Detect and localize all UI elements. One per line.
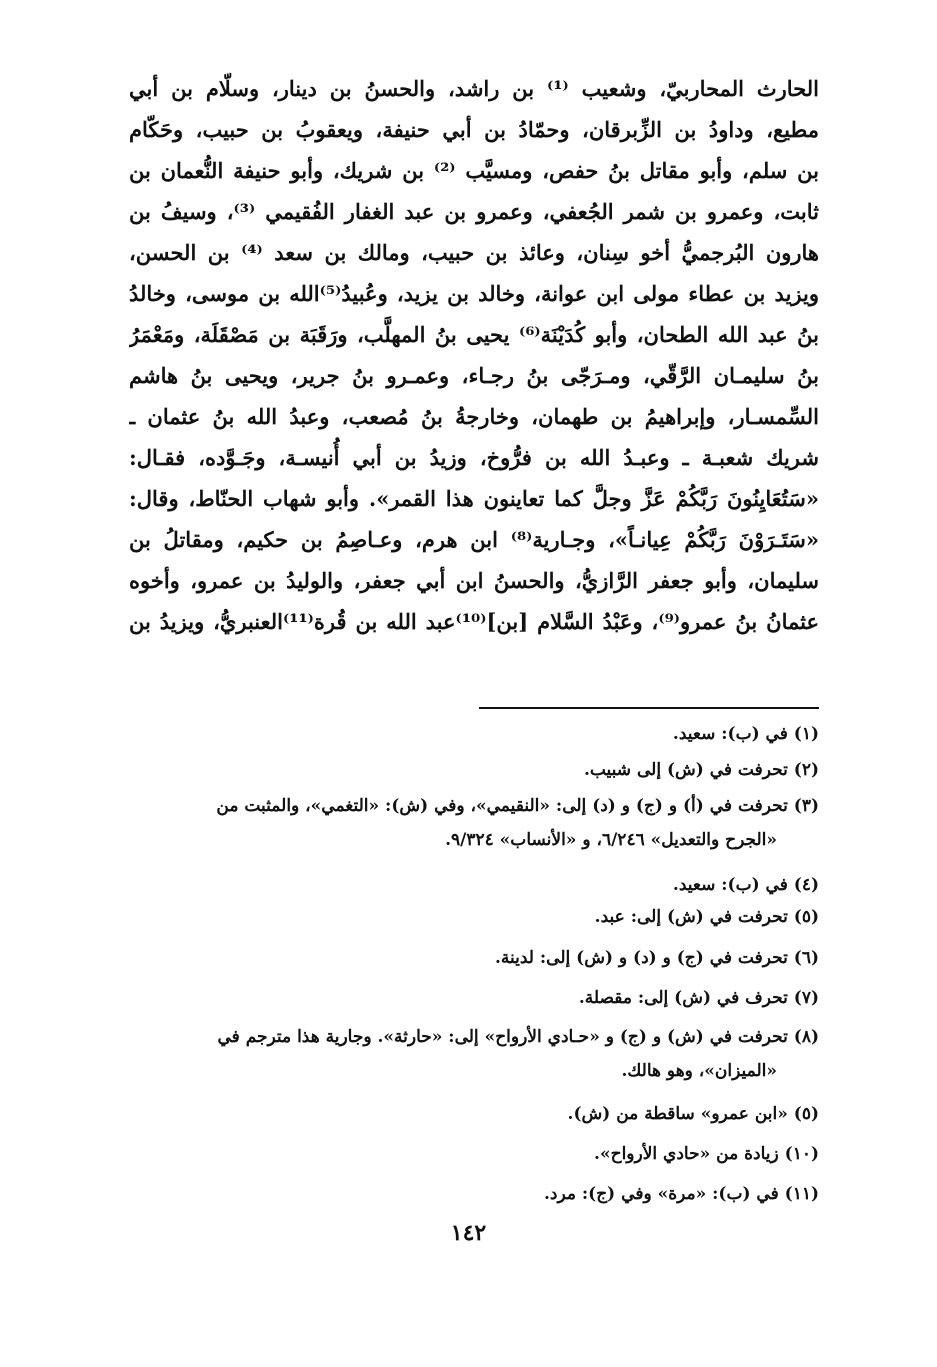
text-line: الحارث المحاربيّ، وشعيب ⁽¹⁾ بن راشد، والحسنُ بن دينار، وسلّام بن أبي: [129, 76, 819, 101]
main-text: [129, 68, 819, 642]
footnote-8: [129, 1020, 819, 1088]
text-line: هارون البُرجميُّ أخو سِنان، وعائذ بن حبيب، ومالك بن سعد ⁽⁴⁾ بن الحسن،: [129, 240, 819, 265]
text-line: ثابت، وعمرو بن شمر الجُعفي، وعمرو بن عبد الغفار الفُقيمي ⁽³⁾، وسيفُ بن: [129, 199, 819, 224]
footnote-separator: [479, 707, 819, 709]
footnote-line: (٧) تحرف في (ش) إلى: مقصلة.: [578, 988, 819, 1008]
footnote-line: (١١) في (ب): «مرة» وفي (ج): مرد.: [544, 1184, 819, 1204]
footnote-1: [129, 717, 819, 751]
footnote-line: «الجرح والتعديل» ٦/٢٤٦، و «الأنساب» ٩/٣٢٤.: [445, 830, 777, 850]
text-line: ويزيد بن عطاء مولى ابن عوانة، وخالد بن يزيد، وعُبيدُ⁽⁵⁾الله بن موسى، وخالدُ: [129, 281, 819, 306]
footnote-line: «الميزان»، وهو هالك.: [621, 1061, 777, 1081]
footnote-2: [129, 753, 819, 787]
footnote-line: (٥) «ابن عمرو» ساقطة من (ش).: [567, 1104, 819, 1124]
text-line: عثمانُ بنُ عمرو⁽⁹⁾، وعَبْدُ السَّلام [بن]⁽¹⁰⁾عبد الله بن قُرة⁽¹¹⁾العنبريُّ، ويزيدُ بن: [129, 609, 819, 634]
text-line: «سَتُعَايِنُونَ رَبَّكُمْ عَزَّ وجلَّ كما تعاينون هذا القمر». وأبو شهاب الحنّاط، وقال:: [129, 486, 819, 511]
footnote-4: [129, 868, 819, 902]
footnote-line: (٥) تحرفت في (ش) إلى: عبد.: [594, 907, 819, 927]
footnote-3: [129, 789, 819, 857]
footnote-10: [129, 1137, 819, 1171]
text-line: سليمان، وأبو جعفر الرَّازيُّ، والحسنُ ابن أبي جعفر، والوليدُ بن عمرو، وأخوه: [129, 568, 819, 593]
page-number: ١٤٢: [450, 1220, 487, 1246]
text-line: شريك شعبـة ـ وعبـدُ الله بن فرُّوخ، وزيدُ بن أبي أُنيسـة، وجَـوَّده، فقـال:: [129, 445, 819, 470]
text-line: السِّمسـار، وإبراهيمُ بن طهمان، وخارجةُ بنُ مُصعب، وعبدُ الله بنُ عثمان ـ: [129, 404, 819, 429]
text-line: مطيع، وداودُ بن الزِّبرقان، وحمّادُ بن أبي حنيفة، ويعقوبُ بن حبيب، وحَكّام: [129, 117, 819, 142]
footnote-line: (١) في (ب): سعيد.: [672, 724, 819, 744]
text-line: بنُ عبد الله الطحان، وأبو كُدَيْنَة⁽⁶⁾ يحيى بنُ المهلَّب، ورَقَبَة بن مَصْقَلَة، ومَعْمَرُ: [129, 322, 819, 347]
footnote-line: (٢) تحرفت في (ش) إلى شبيب.: [583, 760, 819, 780]
text-line: بنُ سليمـان الرَّقّي، ومـرَجّى بنُ رجـاء، وعمـرو بنُ جرير، ويحيى بنُ هاشم: [129, 363, 819, 388]
footnote-line: (٣) تحرفت في (أ) و (ج) و (د) إلى: «النقيمي»، وفي (ش): «التغمي»، والمثبت من: [216, 796, 819, 816]
footnote-line: (٤) في (ب): سعيد.: [672, 875, 819, 895]
footnote-line: (٨) تحرفت في (ش) و (ج) و «حـادي الأرواح» إلى: «حارثة». وجارية هذا مترجم في: [217, 1027, 819, 1047]
text-line: «سَتَـرَوْنَ رَبَّكُمْ عِيانـاً»، وجـارية⁽⁸⁾ ابن هرم، وعـاصِمُ بن حكيم، ومقاتلُ بن: [129, 527, 819, 552]
footnote-7: [129, 981, 819, 1015]
footnote-11: [129, 1177, 819, 1211]
footnote-line: (٦) تحرفت في (ج) و (د) و (ش) إلى: لدينة.: [494, 948, 819, 968]
footnote-line: (١٠) زيادة من «حادي الأرواح».: [594, 1144, 819, 1164]
footnote-9: [129, 1097, 819, 1131]
footnote-6: [129, 941, 819, 975]
footnote-5: [129, 900, 819, 934]
text-line: بن سلم، وأبو مقاتل بنُ حفص، ومسيَّب ⁽²⁾ بن شريك، وأبو حنيفة النُّعمان بن: [129, 158, 819, 183]
